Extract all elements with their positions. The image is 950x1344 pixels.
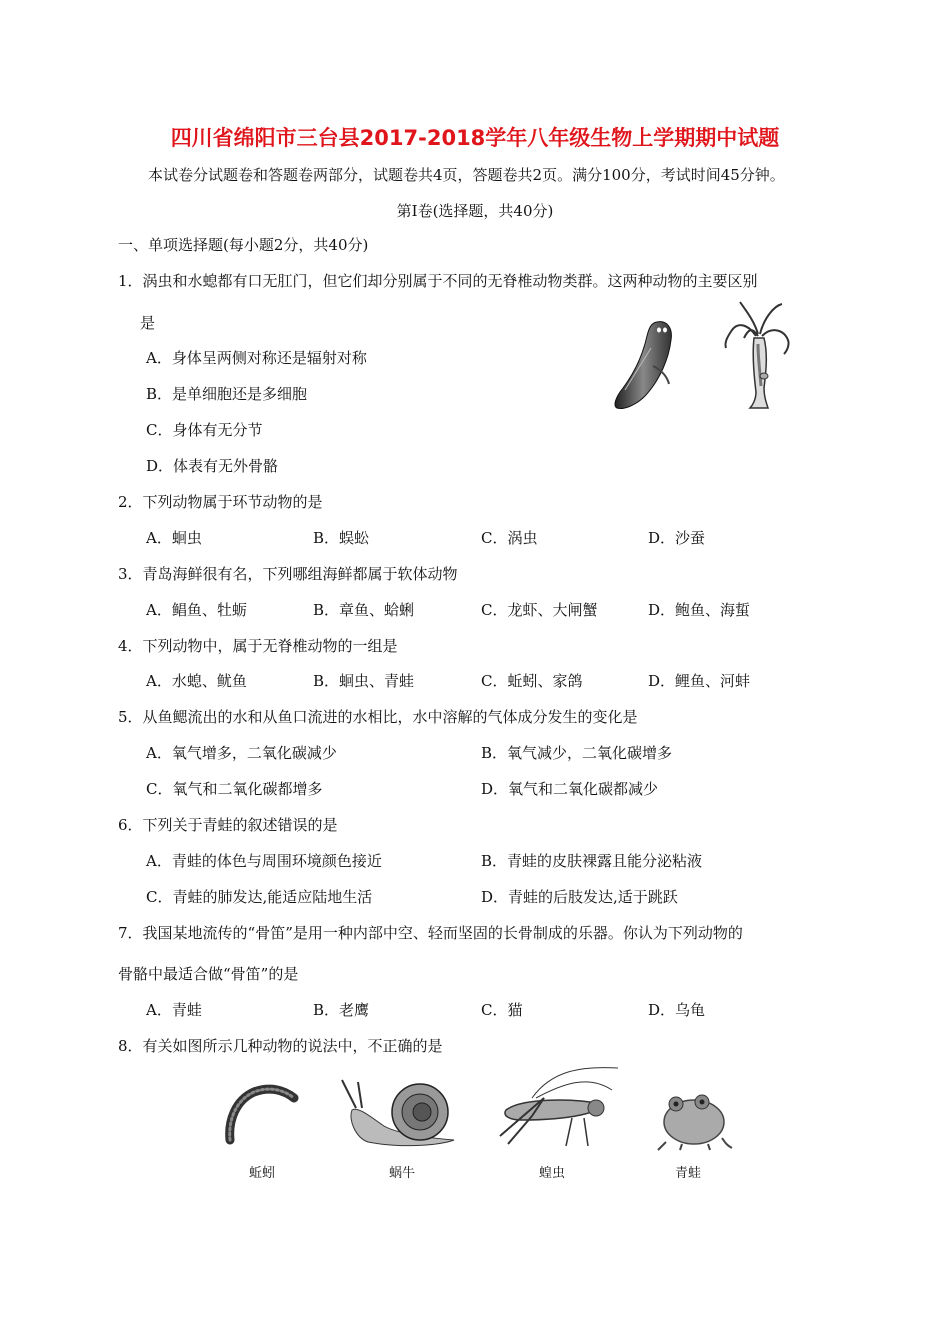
caption-snail: 蜗牛: [388, 1166, 415, 1181]
question-3-option-a: A．鲳鱼、牡蛎: [146, 601, 247, 619]
question-5-option-c: C．氧气和二氧化碳都增多: [146, 780, 323, 798]
question-8-stem: 8．有关如图所示几种动物的说法中，不正确的是: [118, 1037, 443, 1055]
question-3-option-b: B．章鱼、蛤蜊: [313, 601, 415, 619]
question-1-option-a: A．身体呈两侧对称还是辐射对称: [146, 349, 367, 367]
question-3-stem: 3．青岛海鲜很有名，下列哪组海鲜都属于软体动物: [118, 565, 458, 583]
exam-intro: 本试卷分试题卷和答题卷两部分，试题卷共4页，答题卷共2页。满分100分，考试时间45分钟。: [148, 166, 785, 184]
question-2-option-b: B．蜈蚣: [313, 529, 370, 547]
question-6-stem: 6．下列关于青蛙的叙述错误的是: [118, 816, 338, 834]
section-heading: 第Ⅰ卷(选择题，共40分): [396, 202, 554, 220]
question-1-stem-cont: 是: [140, 314, 156, 332]
question-4-stem: 4．下列动物中，属于无脊椎动物的一组是: [118, 637, 398, 655]
question-2-option-d: D．沙蚕: [648, 529, 706, 547]
question-5-option-a: A．氧气增多，二氧化碳减少: [146, 744, 337, 762]
planarian-illustration: [605, 318, 695, 413]
question-2-option-a: A．蛔虫: [146, 529, 202, 547]
question-1-option-b: B．是单细胞还是多细胞: [146, 385, 308, 403]
question-3-option-d: D．鲍鱼、海蜇: [648, 601, 751, 619]
question-4-option-a: A．水螅、鱿鱼: [146, 672, 247, 690]
frog-illustration: [654, 1088, 734, 1152]
caption-earthworm: 蚯蚓: [248, 1166, 275, 1181]
document-title: 四川省绵阳市三台县2017-2018学年八年级生物上学期期中试题: [170, 126, 780, 150]
question-7-option-c: C．猫: [481, 1001, 523, 1019]
question-7-option-b: B．老鹰: [313, 1001, 370, 1019]
question-7-stem: 7．我国某地流传的“骨笛”是用一种内部中空、轻而坚固的长骨制成的乐器。你认为下列动物的: [118, 924, 743, 942]
question-6-option-d: D．青蛙的后肢发达,适于跳跃: [481, 888, 678, 906]
question-2-stem: 2．下列动物属于环节动物的是: [118, 493, 323, 511]
question-1-stem: 1．涡虫和水螅都有口无肛门，但它们却分别属于不同的无脊椎动物类群。这两种动物的主要区别: [118, 272, 758, 290]
question-1-option-d: D．体表有无外骨骼: [146, 457, 279, 475]
caption-grasshopper: 蝗虫: [538, 1166, 565, 1181]
question-6-option-c: C．青蛙的肺发达,能适应陆地生活: [146, 888, 373, 906]
caption-frog: 青蛙: [674, 1166, 701, 1181]
question-7-option-d: D．乌龟: [648, 1001, 706, 1019]
question-4-option-d: D．鲤鱼、河蚌: [648, 672, 751, 690]
hydra-illustration: [718, 296, 798, 411]
snail-illustration: [338, 1078, 458, 1150]
question-5-option-b: B．氧气减少，二氧化碳增多: [481, 744, 673, 762]
question-5-stem: 5．从鱼鳃流出的水和从鱼口流进的水相比，水中溶解的气体成分发生的变化是: [118, 708, 638, 726]
question-7-option-a: A．青蛙: [146, 1001, 202, 1019]
question-5-option-d: D．氧气和二氧化碳都减少: [481, 780, 659, 798]
question-6-option-b: B．青蛙的皮肤裸露且能分泌粘液: [481, 852, 703, 870]
question-3-option-c: C．龙虾、大闸蟹: [481, 601, 598, 619]
part-heading: 一、单项选择题(每小题2分，共40分): [118, 236, 369, 254]
question-2-option-c: C．涡虫: [481, 529, 538, 547]
question-4-option-b: B．蛔虫、青蛙: [313, 672, 415, 690]
question-6-option-a: A．青蛙的体色与周围环境颜色接近: [146, 852, 382, 870]
question-7-stem-cont: 骨骼中最适合做“骨笛”的是: [118, 965, 299, 983]
grasshopper-illustration: [492, 1064, 620, 1154]
earthworm-illustration: [222, 1080, 304, 1150]
question-1-option-c: C．身体有无分节: [146, 421, 263, 439]
question-4-option-c: C．蚯蚓、家鸽: [481, 672, 583, 690]
